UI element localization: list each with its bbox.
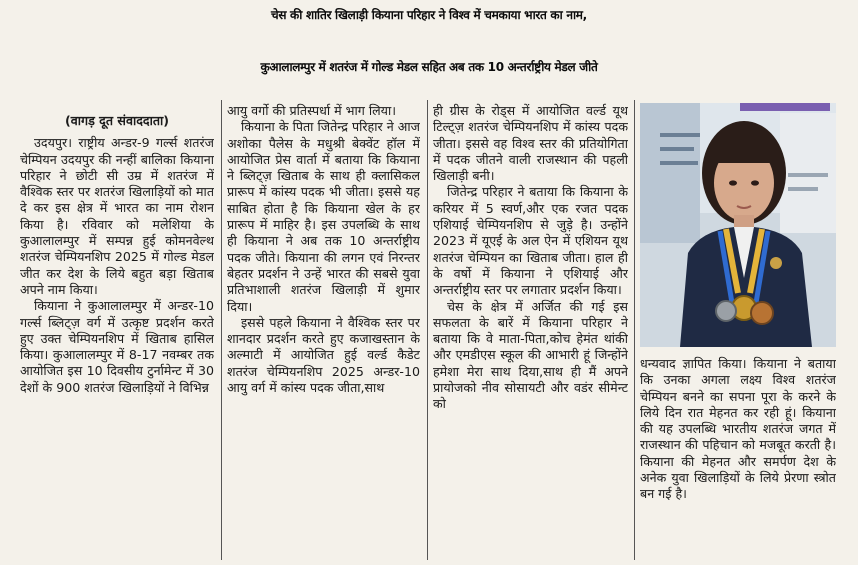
article-column-3	[433, 103, 628, 543]
paragraph: जितेन्द्र परिहार ने बताया कि कियाना के करियर में 5 स्वर्ण,और एक रजत पदक एशियाई चेम्पियनशिप से जुड़े है। उन्होंने 2023 में यूएई के अल ऐन में एशियन यूथ शतरंज चेम्पियन का खिताब जीता। हाल ही के वर्षो में कियाना ने एशियाई और अन्तर्राष्ट्रीय स्तर पर लगातार प्रदर्शन किया।	[433, 184, 628, 298]
column-rule	[634, 100, 635, 560]
paragraph: कियाना के पिता जितेन्द्र परिहार ने आज अशोका पैलेस के मधुश्री बेक्वेंट हॉल में आयोजित प्रेस वार्ता में बताया कि कियाना ने ब्लिट्ज़ खिताब के साथ ही क्लासिकल प्रारूप में कांस्य पदक भी जीता। इससे यह साबित होता है कि कियाना खेल के हर प्रारूप में माहिर है। इस उपलब्धि के साथ ही कियाना ने अब तक 10 अन्तर्राष्ट्रीय पदक जीते। कियाना की लगन एवं निरन्तर बेहतर प्रदर्शन ने उन्हें भारत की सबसे युवा प्रतिभाशाली शतरंज खिलाड़ी में शुमार दिया।	[227, 119, 420, 314]
player-photo	[640, 103, 836, 347]
article-column-2	[227, 103, 420, 559]
column-rule	[427, 100, 428, 560]
paragraph: आयु वर्गो की प्रतिस्पर्धा में भाग लिया।	[227, 103, 397, 118]
player-photo-illustration	[640, 103, 836, 347]
paragraph: कियाना ने कुआलालम्पुर में अन्डर-10 गर्ल्स ब्लिट्ज़ वर्ग में उत्कृष्ट प्रदर्शन करते हुए उक्त चेम्पियनशिप में खिताब हासिल किया। कुआलालम्पुर में 8-17 नवम्बर तक आयोजित इस 10 दिवसीय टुर्नामेन्ट में 30 देशों के 900 शतरंज खिलाड़ियों ने विभिन्न	[20, 298, 214, 395]
article-column-1	[20, 103, 214, 559]
byline: (वागड़ दूत संवाददाता)	[64, 113, 170, 128]
headline-line-1: चेस की शातिर खिलाड़ी कियाना परिहार ने विश्व में चमकाया भारत का नाम,	[271, 8, 587, 22]
paragraph: उदयपुर। राष्ट्रीय अन्डर-9 गर्ल्स शतरंज चेम्पियन उदयपुर की नन्हीं बालिका कियाना परिहार ने छोटी सी उम्र में शतरंज में वैश्विक स्तर पर शतरंज खिलाड़ियों को मात दे कर इस क्षेत्र में भारत का नाम रोशन किया है। रविवार को मलेशिया के कुआलालम्पुर में सम्पन्न हुई कोमनवेल्थ शतरंज चेम्पियनशिप 2025 में गोल्ड मेडल जीत कर देश के लिये बहुत बड़ा खिताब अपने नाम किया।	[20, 135, 214, 297]
column-rule	[221, 100, 222, 560]
headline-line-2: कुआलालम्पुर में शतरंज में गोल्ड मेडल सहित अब तक 10 अन्तर्राष्ट्रीय मेडल जीते	[260, 60, 598, 74]
paragraph: इससे पहले कियाना ने वैश्विक स्तर पर शानदार प्रदर्शन करते हुए कजाखस्तान के अल्माटी में आयोजित हुई वर्ल्ड कैडेट शतरंज चेम्पियनशिप 2025 अन्डर-10 आयु वर्ग में कांस्य पदक जीता,साथ	[227, 314, 420, 396]
article-column-4	[640, 356, 836, 556]
paragraph: ही ग्रीस के रोड्स में आयोजित वर्ल्ड यूथ टिल्ट्ज़ शतरंज चेम्पियनशिप में कांस्य पदक जीता। इससे वह विश्व स्तर की प्रतियोगिता में पदक जीतने वाली राजस्थान की पहली खिलाड़ी बनी।	[433, 103, 628, 184]
paragraph: धन्यवाद ज्ञापित किया। कियाना ने बताया कि उनका अगला लक्ष्य विश्व शतरंज चेम्पियन बनने का सपना पूरा के करने के लिये दिन रात मेहनत कर रही हूं। कियाना की यह उपलब्धि भारतीय शतरंज जगत में राजस्थान की पहिचान को मजबूत करती है। कियाना की मेहनत और समर्पण देश के अनेक युवा खिलाड़ियों के लिये प्रेरणा स्त्रोत बन गई है।	[640, 356, 836, 502]
paragraph: चेस के क्षेत्र में अर्जित की गई इस सफलता के बारें में कियाना परिहार ने बताया कि वे माता-पिता,कोच हेमंत थांकी और एमडीएस स्कूल की आभारी हूं जिन्होंने हमेशा मेरा साथ दिया,साथ ही मैं अपने प्रायोजको नीव सोसायटी और वडंर सीमेन्ट को	[433, 298, 628, 412]
